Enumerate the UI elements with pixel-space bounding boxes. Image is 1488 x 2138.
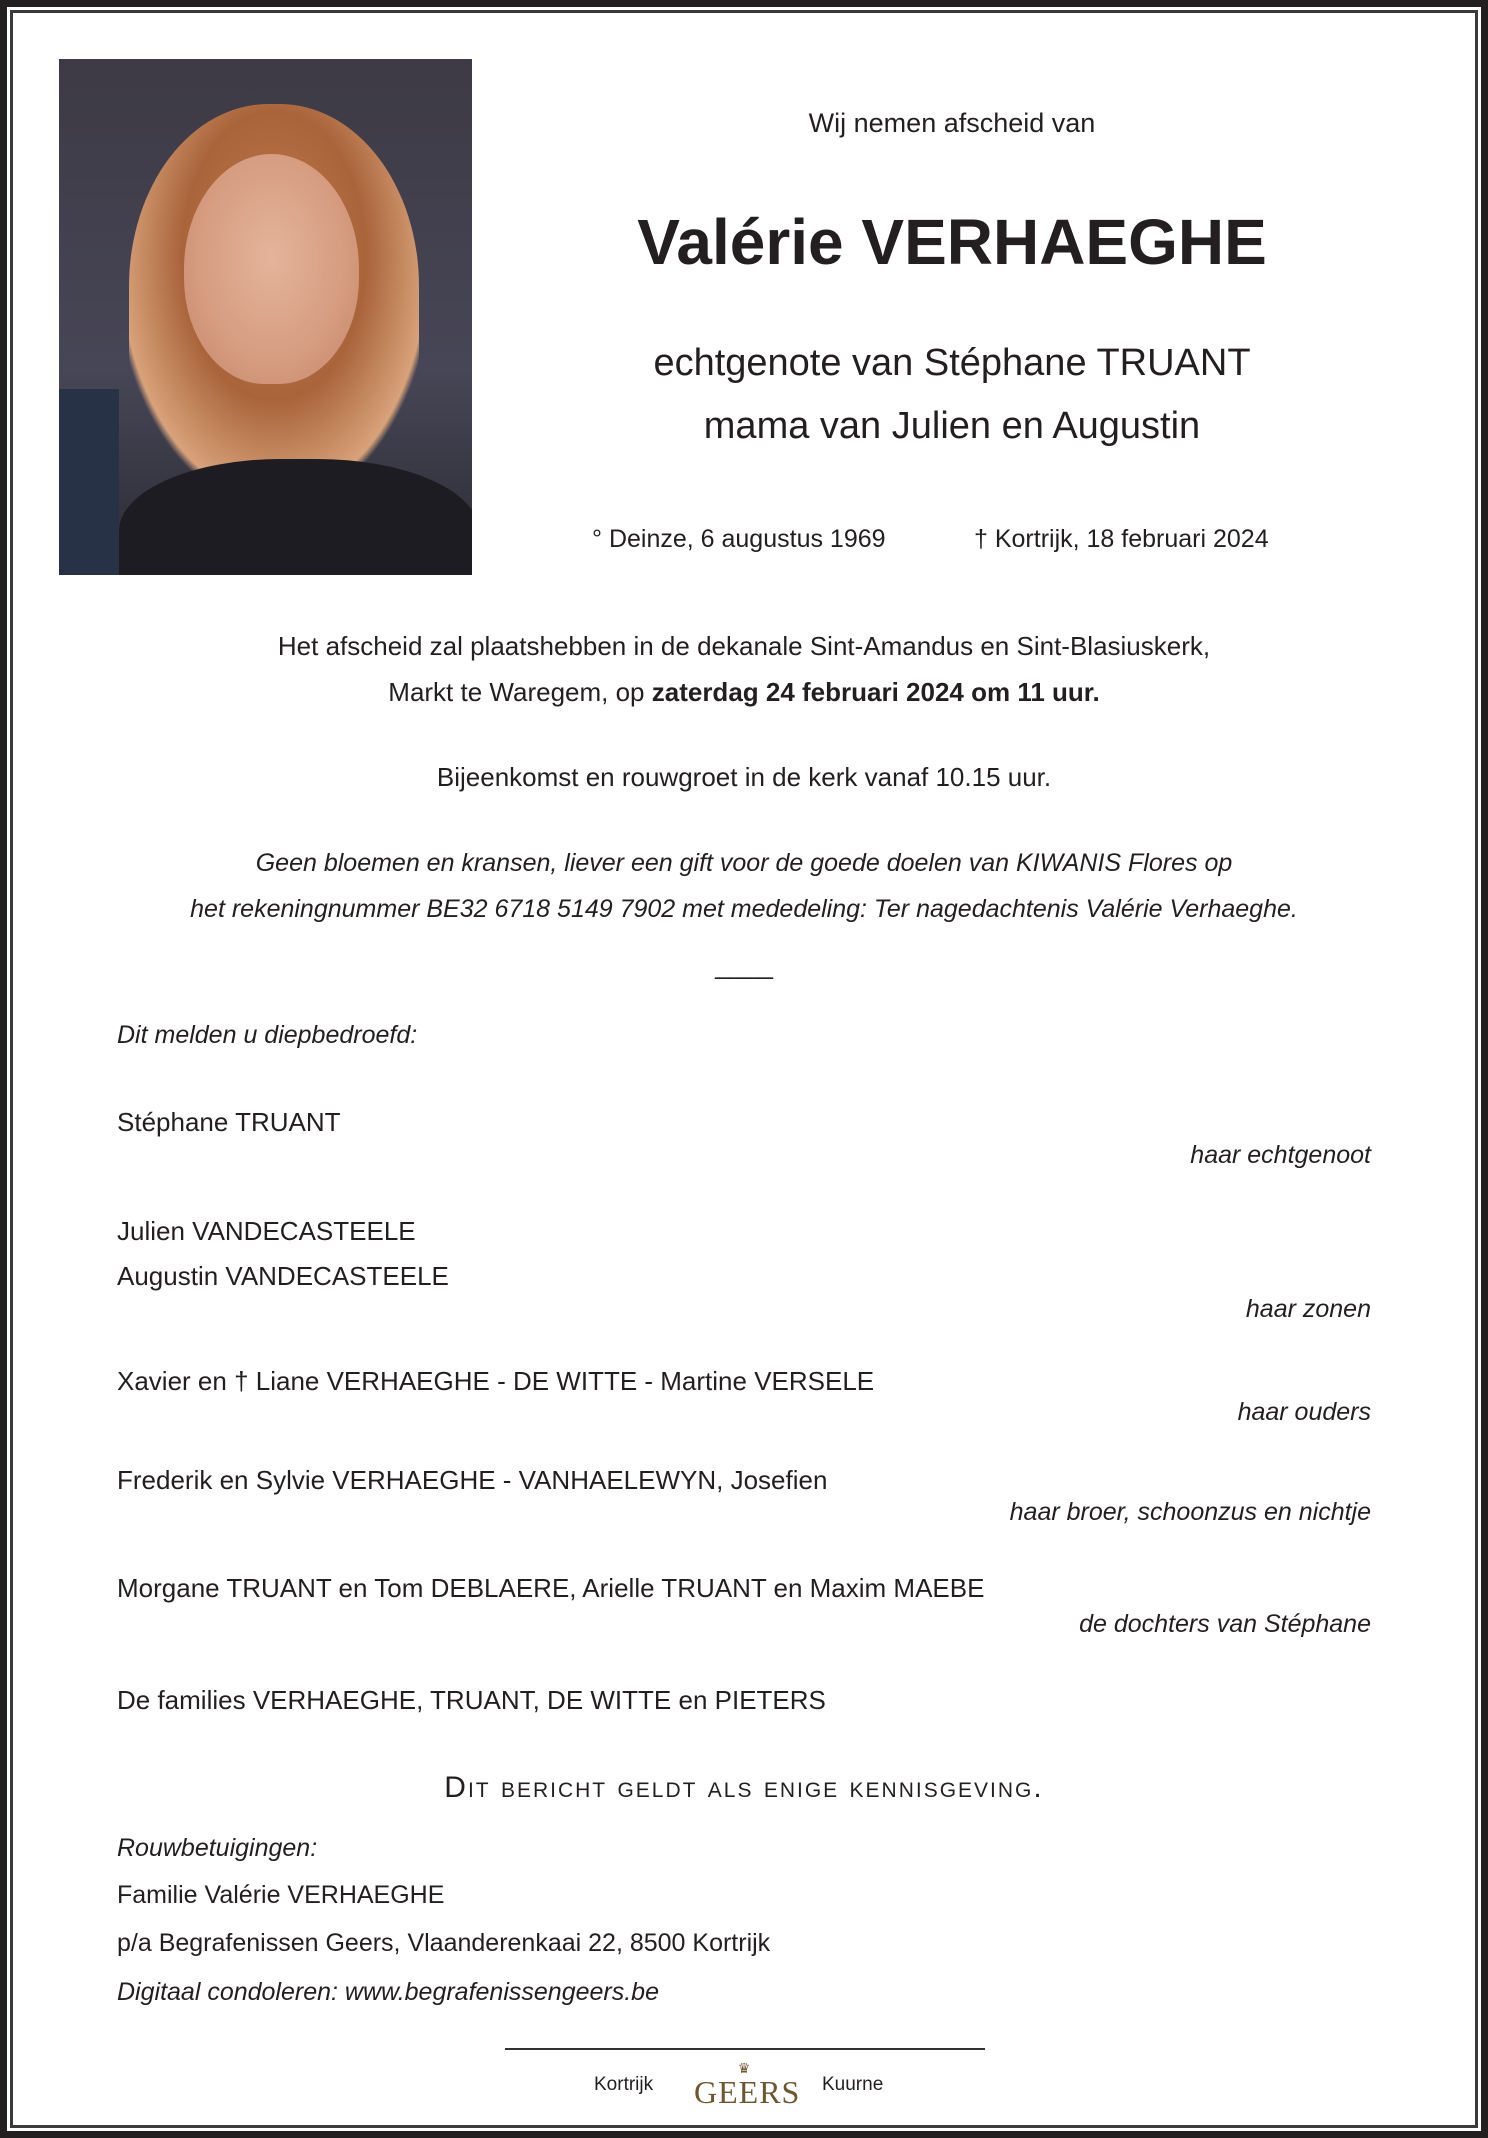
condolences-recipient: Familie Valérie VERHAEGHE	[117, 1881, 445, 1909]
footer-location-left: Kortrijk	[594, 2074, 654, 2095]
mourner-relation: haar broer, schoonzus en nichtje	[1009, 1498, 1371, 1526]
separator: ____	[715, 950, 773, 980]
gathering-text: Bijeenkomst en rouwgroet in de kerk vanaf 10.15 uur.	[436, 762, 1052, 792]
portrait-photo	[59, 59, 472, 575]
footer-divider	[505, 2048, 985, 2050]
ceremony-date: zaterdag 24 februari 2024 om 11 uur.	[651, 677, 1100, 707]
mourner-name: Morgane TRUANT en Tom DEBLAERE, Arielle TRUANT en Maxim MAEBE	[117, 1573, 985, 1603]
condolences-address: p/a Begrafenissen Geers, Vlaanderenkaai 22, 8500 Kortrijk	[117, 1929, 771, 1957]
mourner-relation: haar ouders	[1237, 1398, 1371, 1426]
mourner-name: Frederik en Sylvie VERHAEGHE - VANHAELEWYN, Josefien	[117, 1465, 828, 1495]
ceremony-line-1: Het afscheid zal plaatshebben in de dekanale Sint-Amandus en Sint-Blasiuskerk,	[277, 631, 1211, 661]
condolences-label: Rouwbetuigingen:	[117, 1834, 318, 1862]
deceased-name: Valérie VERHAEGHE	[637, 206, 1267, 278]
mourner-name: Xavier en † Liane VERHAEGHE - DE WITTE - Martine VERSELE	[117, 1366, 875, 1396]
mourner-relation: de dochters van Stéphane	[1079, 1610, 1371, 1638]
logo-text: GEERS	[694, 2074, 801, 2110]
geers-logo	[694, 2060, 801, 2111]
mourner-relation: haar echtgenoot	[1190, 1141, 1371, 1169]
relation-children: mama van Julien en Augustin	[703, 405, 1201, 447]
notice-text: Dit bericht geldt als enige kennisgeving.	[444, 1771, 1044, 1804]
mourner-name: Stéphane TRUANT	[117, 1107, 341, 1137]
death-info: † Kortrijk, 18 februari 2024	[974, 525, 1269, 553]
mourner-name: Julien VANDECASTEELE	[117, 1216, 416, 1246]
intro-text: Wij nemen afscheid van	[808, 108, 1096, 138]
gift-line-2: het rekeningnummer BE32 6718 5149 7902 met mededeling: Ter nagedachtenis Valérie Verhaeghe.	[190, 895, 1298, 923]
mourner-name: De families VERHAEGHE, TRUANT, DE WITTE en PIETERS	[117, 1685, 826, 1715]
ceremony-line-2	[0, 677, 1488, 708]
gift-line-1: Geen bloemen en kransen, liever een gift voor de goede doelen van KIWANIS Flores op	[255, 849, 1233, 877]
birth-info: ° Deinze, 6 augustus 1969	[592, 525, 886, 553]
footer-location-right: Kuurne	[822, 2074, 884, 2095]
mourner-relation: haar zonen	[1245, 1295, 1371, 1323]
mourner-name: Augustin VANDECASTEELE	[117, 1261, 449, 1291]
relation-spouse: echtgenote van Stéphane TRUANT	[653, 342, 1251, 384]
crown-icon: ♛	[737, 2060, 751, 2076]
condolences-online: Digitaal condoleren: www.begrafenissengeers.be	[117, 1978, 659, 2006]
ceremony-place: Markt te Waregem, op	[388, 677, 652, 707]
mourners-intro: Dit melden u diepbedroefd:	[117, 1021, 418, 1049]
